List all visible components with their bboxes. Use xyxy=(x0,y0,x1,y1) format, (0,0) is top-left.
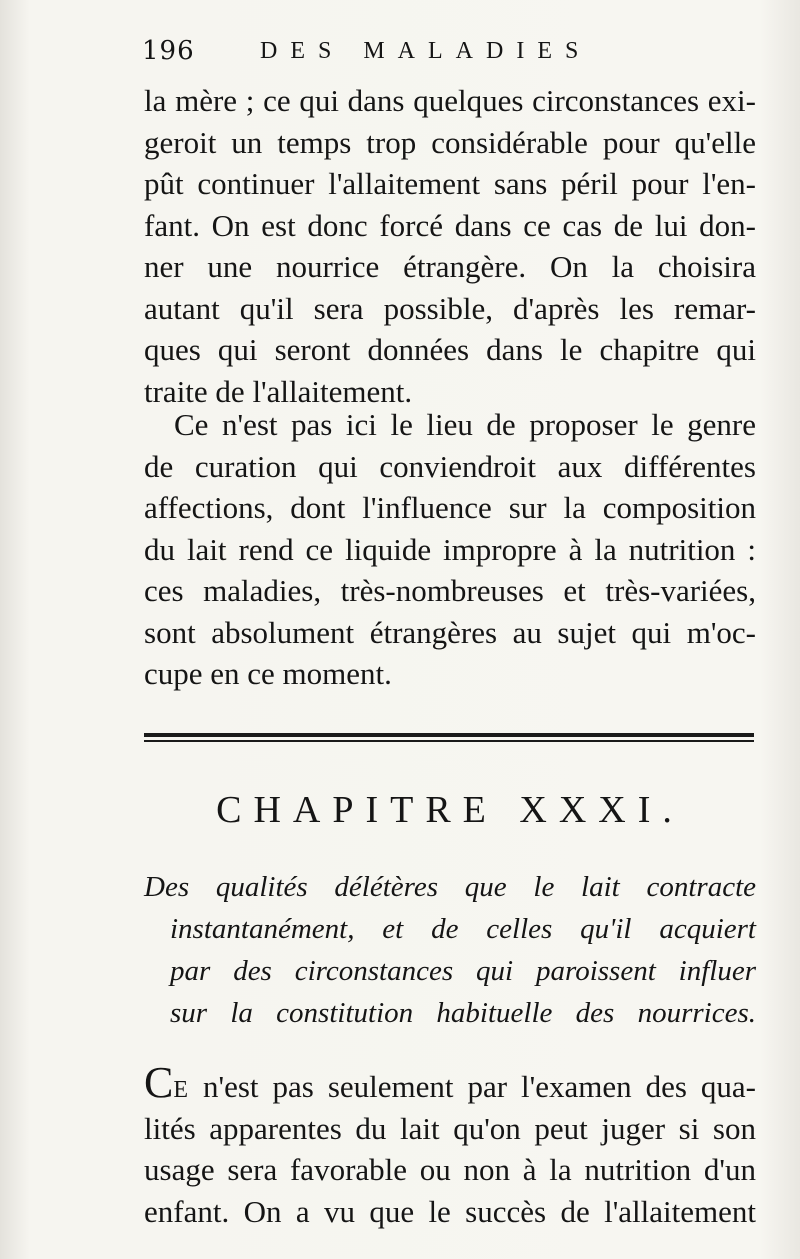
text-line: ces maladies, très-nombreuses et très-variées, xyxy=(144,573,756,608)
chapter-rule-thick xyxy=(144,733,754,737)
small-caps: E xyxy=(173,1077,190,1103)
text-line: traite de l'allaitement. xyxy=(144,373,413,409)
subtitle-line: sur la constitution habituelle des nourrices. xyxy=(170,997,756,1029)
text-line: affections, dont l'influence sur la composition xyxy=(144,490,756,525)
text-line: geroit un temps trop considérable pour qu'elle xyxy=(144,124,756,160)
text-line: cupe en ce moment. xyxy=(144,656,392,691)
text-line: enfant. On a vu que le succès de l'allaitement xyxy=(144,1193,756,1229)
paragraph-2 xyxy=(144,404,756,695)
text-line: pût continuer l'allaitement sans péril pour l'en- xyxy=(144,166,756,201)
running-head xyxy=(142,36,762,66)
paragraph-3 xyxy=(144,1058,756,1232)
text-line: sont absolument étrangères au sujet qui m'oc- xyxy=(144,614,756,650)
subtitle-line: instantanément, et de celles qu'il acquiert xyxy=(170,913,756,945)
text-line: autant qu'il sera possible, d'après les remar- xyxy=(144,290,756,326)
text-line: lités apparentes du lait qu'on peut juger si son xyxy=(144,1110,756,1146)
chapter-heading: CHAPITRE XXXI. xyxy=(216,789,684,831)
drop-cap: C xyxy=(144,1058,174,1107)
subtitle-line: Des qualités délétères que le lait contracte xyxy=(144,871,756,903)
text-line: Ce n'est pas ici le lieu de proposer le genre xyxy=(174,407,756,442)
text-line: la mère ; ce qui dans quelques circonstances exi- xyxy=(144,83,756,118)
text-line: ques qui seront données dans le chapitre qui xyxy=(144,332,756,367)
chapter-subtitle xyxy=(144,866,756,1034)
text-line: ner une nourrice étrangère. On la choisira xyxy=(144,249,756,284)
text-line-first xyxy=(144,1058,756,1108)
page-number: 196 xyxy=(142,36,195,66)
text-line: du lait rend ce liquide impropre à la nutrition : xyxy=(144,531,756,567)
text-line: de curation qui conviendroit aux différentes xyxy=(144,448,756,484)
first-line-rest: n'est pas seulement par l'examen des qua- xyxy=(189,1069,756,1104)
subtitle-line: par des circonstances qui paroissent influer xyxy=(170,955,756,987)
chapter-rule-thin xyxy=(144,740,754,742)
paragraph-1 xyxy=(144,80,756,412)
text-line: fant. On est donc forcé dans ce cas de lui don- xyxy=(144,207,756,243)
text-line: usage sera favorable ou non à la nutrition d'un xyxy=(144,1152,756,1187)
header-title: DES MALADIES xyxy=(260,38,592,64)
